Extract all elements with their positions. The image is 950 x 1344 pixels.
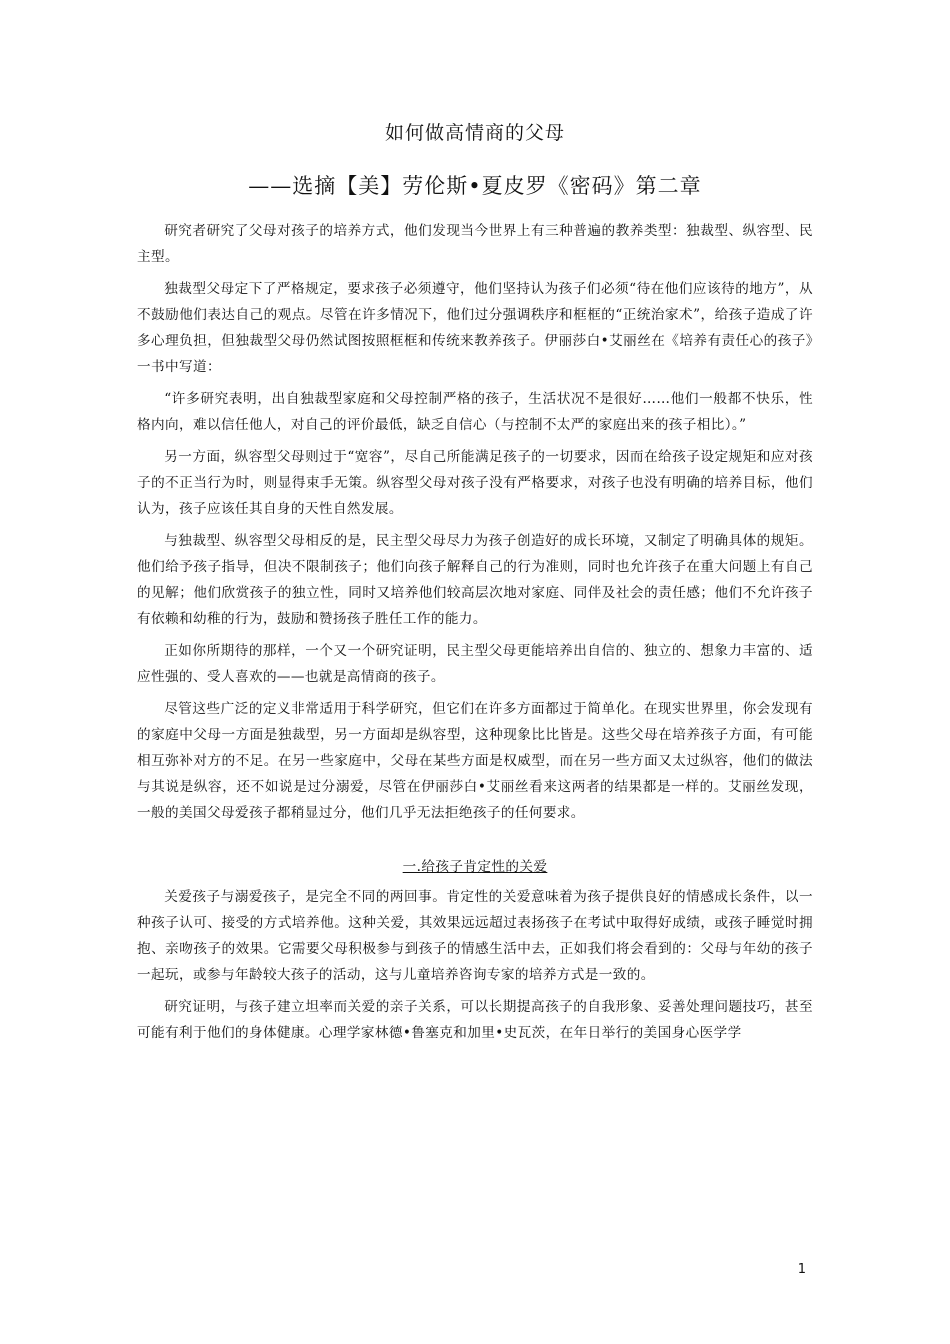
paragraph-mixed-styles: 尽管这些广泛的定义非常适用于科学研究，但它们在许多方面都过于简单化。在现实世界里，你会发现有的家庭中父母一方面是独裁型，另一方面却是纵容型，这种现象比比皆是。这些父母在培养孩子方面，有可能相互弥补对方的不足。在另一些家庭中，父母在某些方面是权威型，而在另一些方面又太过纵容，他们的做法与其说是纵容，还不如说是过分溺爱，尽管在伊丽莎白•艾丽丝看来这两者的结果都是一样的。艾丽丝发现，一般的美国父母爱孩子都稍显过分，他们几乎无法拒绝孩子的任何要求。 [137,701,813,821]
section-heading-positive-love: 一.给孩子肯定性的关爱 [402,859,548,875]
paragraph-research-relationship: 研究证明，与孩子建立坦率而关爱的亲子关系，可以长期提高孩子的自我形象、妥善处理问题技巧，甚至可能有利于他们的身体健康。心理学家林德•鲁塞克和加里•史瓦茨，在年日举行的美国身心医学学 [137,999,813,1041]
document-subtitle: ——选摘【美】劳伦斯•夏皮罗《密码》第二章 [248,174,702,198]
paragraph-love-vs-spoil: 关爱孩子与溺爱孩子，是完全不同的两回事。肯定性的关爱意味着为孩子提供良好的情感成长条件，以一种孩子认可、接受的方式培养他。这种关爱，其效果远远超过表扬孩子在考试中取得好成绩，或孩子睡觉时拥抱、亲吻孩子的效果。它需要父母积极参与到孩子的情感生活中去，正如我们将会看到的：父母与年幼的孩子一起玩，或参与年龄较大孩子的活动，这与儿童培养咨询专家的培养方式是一致的。 [137,889,813,983]
paragraph-democratic: 与独裁型、纵容型父母相反的是，民主型父母尽力为孩子创造好的成长环境，又制定了明确具体的规矩。他们给予孩子指导，但决不限制孩子；他们向孩子解释自己的行为准则，同时也允许孩子在重大问题上有自己的见解；他们欣赏孩子的独立性，同时又培养他们较高层次地对家庭、同伴及社会的责任感；他们不允许孩子有依赖和幼稚的行为，鼓励和赞扬孩子胜任工作的能力。 [137,533,813,627]
page-number: 1 [797,1262,806,1277]
document-title: 如何做高情商的父母 [384,122,565,144]
paragraph-permissive: 另一方面，纵容型父母则过于“宽容”，尽自己所能满足孩子的一切要求，因而在给孩子设定规矩和应对孩子的不正当行为时，则显得束手无策。纵容型父母对孩子没有严格要求，对孩子也没有明确的培养目标，他们认为，孩子应该任其自身的天性自然发展。 [137,449,813,517]
paragraph-research-proof: 正如你所期待的那样，一个又一个研究证明，民主型父母更能培养出自信的、独立的、想象力丰富的、适应性强的、受人喜欢的——也就是高情商的孩子。 [137,643,813,685]
document-body [137,218,813,1046]
paragraph-authoritarian: 独裁型父母定下了严格规定，要求孩子必须遵守，他们坚持认为孩子们必须“待在他们应该待的地方”，从不鼓励他们表达自己的观点。尽管在许多情况下，他们过分强调秩序和框框的“正统治家术”，给孩子造成了许多心理负担，但独裁型父母仍然试图按照框框和传统来教养孩子。伊丽莎白•艾丽丝在《培养有责任心的孩子》一书中写道： [137,281,813,375]
paragraph-quote: “许多研究表明，出自独裁型家庭和父母控制严格的孩子，生活状况不是很好……他们一般都不快乐，性格内向，难以信任他人，对自己的评价最低，缺乏自信心（与控制不太严的家庭出来的孩子相比）。” [137,391,813,433]
paragraph-parenting-types: 研究者研究了父母对孩子的培养方式，他们发现当今世界上有三种普遍的教养类型：独裁型、纵容型、民主型。 [137,223,813,265]
